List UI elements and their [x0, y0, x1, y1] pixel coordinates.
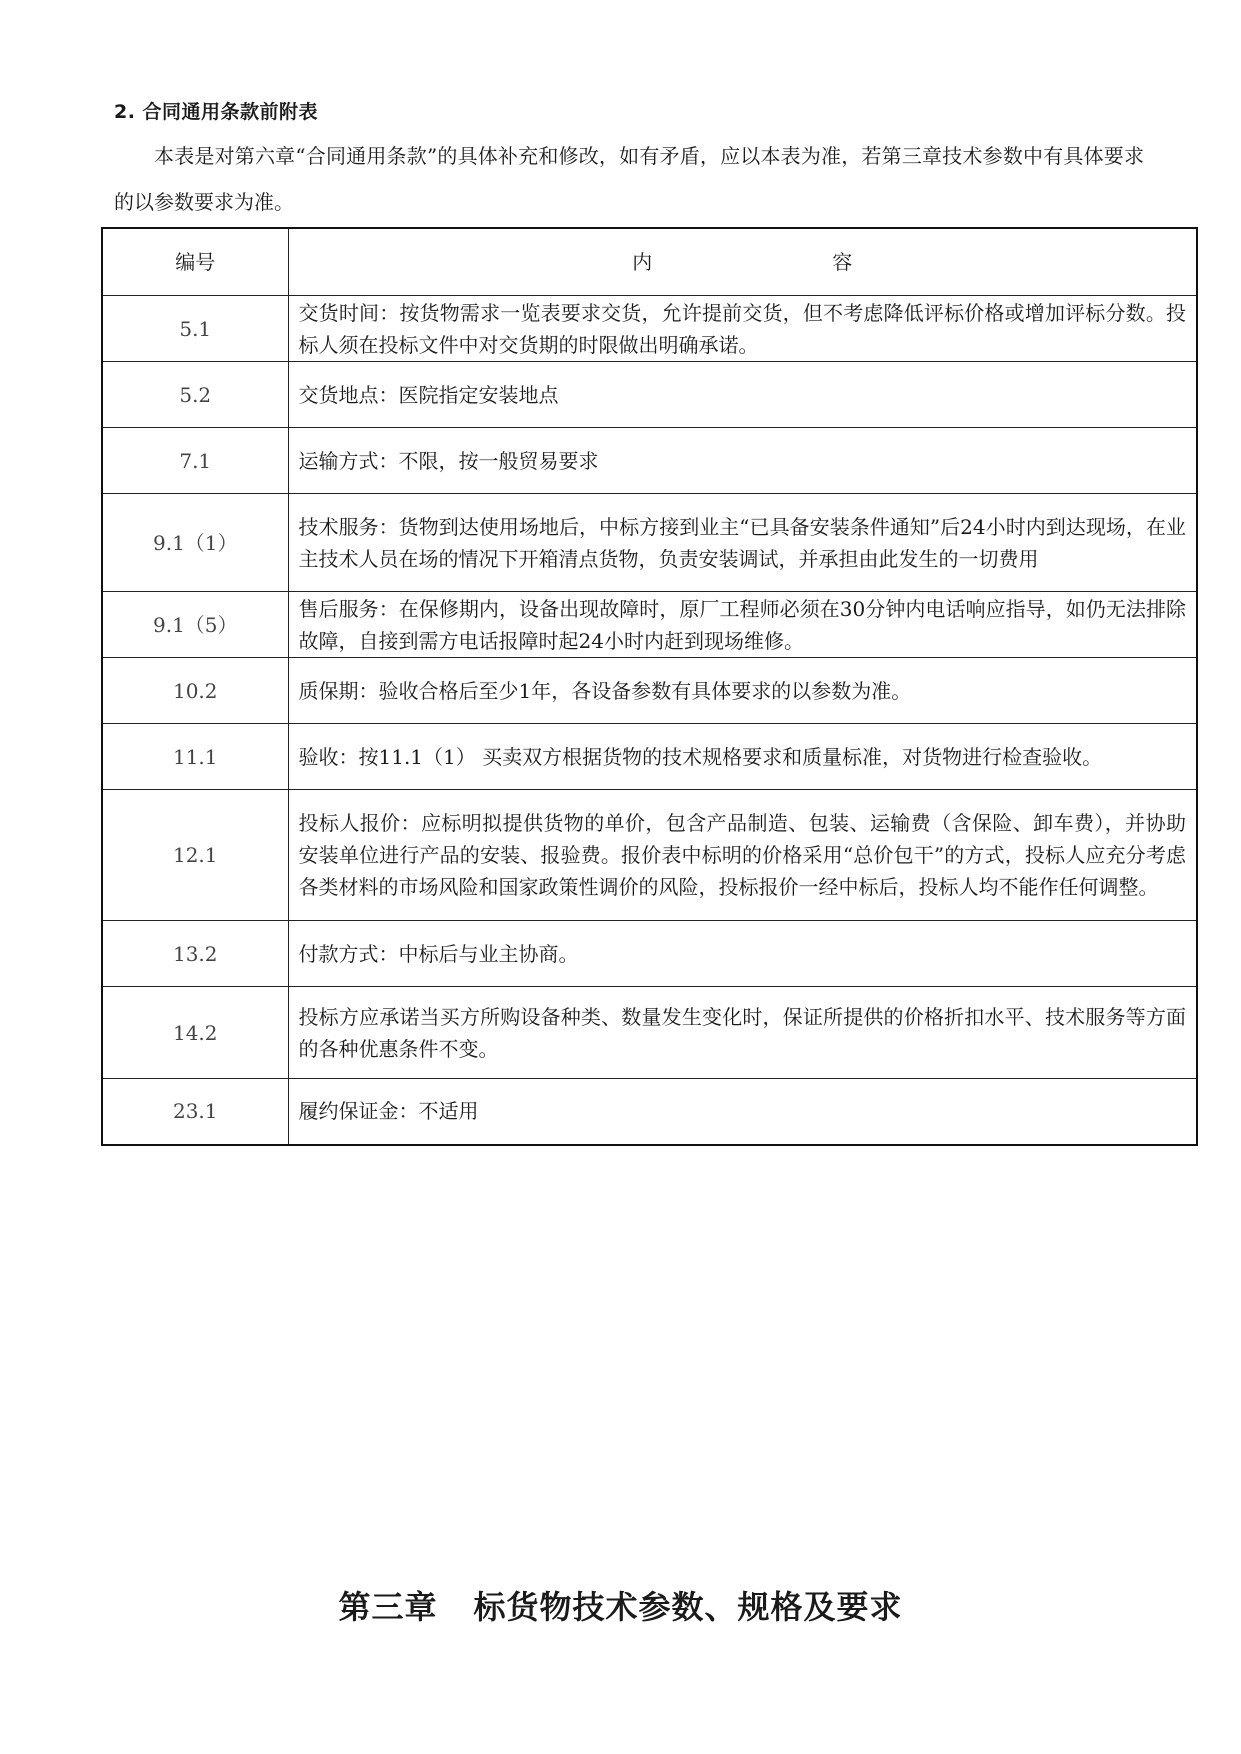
- clause-content: 质保期：验收合格后至少1年，各设备参数有具体要求的以参数为准。: [288, 658, 1197, 724]
- clause-number: 10.2: [102, 658, 288, 724]
- clause-content: 售后服务：在保修期内，设备出现故障时，原厂工程师必须在30分钟内电话响应指导，如仍无法排除故障，自接到需方电话报障时起24小时内赶到现场维修。: [288, 592, 1197, 658]
- clause-content: 交货地点：医院指定安装地点: [288, 362, 1197, 428]
- clause-content: 验收：按11.1（1） 买卖双方根据货物的技术规格要求和质量标准，对货物进行检查验收。: [288, 724, 1197, 790]
- clause-number: 9.1（5）: [102, 592, 288, 658]
- clause-content: 技术服务：货物到达使用场地后，中标方接到业主“已具备安装条件通知”后24小时内到达现场，在业主技术人员在场的情况下开箱清点货物，负责安装调试，并承担由此发生的一切费用: [288, 494, 1197, 592]
- header-number: 编号: [102, 228, 288, 296]
- contract-clauses-table: [101, 227, 1198, 1146]
- clause-number: 23.1: [102, 1079, 288, 1145]
- clause-number: 14.2: [102, 987, 288, 1079]
- header-content: [288, 228, 1197, 296]
- clause-number: 11.1: [102, 724, 288, 790]
- table-row: [102, 428, 1197, 494]
- clause-content: 运输方式：不限，按一般贸易要求: [288, 428, 1197, 494]
- chapter-name: 标货物技术参数、规格及要求: [473, 1588, 903, 1626]
- clause-number: 9.1（1）: [102, 494, 288, 592]
- table-row: [102, 790, 1197, 921]
- clause-content: 交货时间：按货物需求一览表要求交货，允许提前交货，但不考虑降低评标价格或增加评标分数。投标人须在投标文件中对交货期的时限做出明确承诺。: [288, 296, 1197, 362]
- table-header-row: [102, 228, 1197, 296]
- clause-content: 投标人报价：应标明拟提供货物的单价，包含产品制造、包装、运输费（含保险、卸车费），并协助安装单位进行产品的安装、报验费。报价表中标明的价格采用“总价包干”的方式，投标人应充分考虑各类材料的市场风险和国家政策性调价的风险，投标报价一经中标后，投标人均不能作任何调整。: [288, 790, 1197, 921]
- table-row: [102, 494, 1197, 592]
- table-row: [102, 987, 1197, 1079]
- clause-number: 13.2: [102, 921, 288, 987]
- table-row: [102, 362, 1197, 428]
- section-heading: 2. 合同通用条款前附表: [114, 101, 319, 123]
- header-content-right: 容: [832, 250, 853, 274]
- clause-content: 投标方应承诺当买方所购设备种类、数量发生变化时，保证所提供的价格折扣水平、技术服务等方面的各种优惠条件不变。: [288, 987, 1197, 1079]
- table-row: [102, 921, 1197, 987]
- clause-content: 履约保证金：不适用: [288, 1079, 1197, 1145]
- clause-number: 12.1: [102, 790, 288, 921]
- chapter-title: [0, 1582, 1241, 1628]
- intro-paragraph: 本表是对第六章“合同通用条款”的具体补充和修改，如有矛盾，应以本表为准，若第三章技术参数中有具体要求的以参数要求为准。: [114, 144, 1144, 214]
- table-row: [102, 296, 1197, 362]
- clause-number: 5.1: [102, 296, 288, 362]
- table-row: [102, 592, 1197, 658]
- clause-content: 付款方式：中标后与业主协商。: [288, 921, 1197, 987]
- table-row: [102, 658, 1197, 724]
- table-row: [102, 1079, 1197, 1145]
- chapter-number: 第三章: [338, 1588, 438, 1626]
- clause-number: 7.1: [102, 428, 288, 494]
- header-content-left: 内: [632, 250, 653, 274]
- clause-number: 5.2: [102, 362, 288, 428]
- table-row: [102, 724, 1197, 790]
